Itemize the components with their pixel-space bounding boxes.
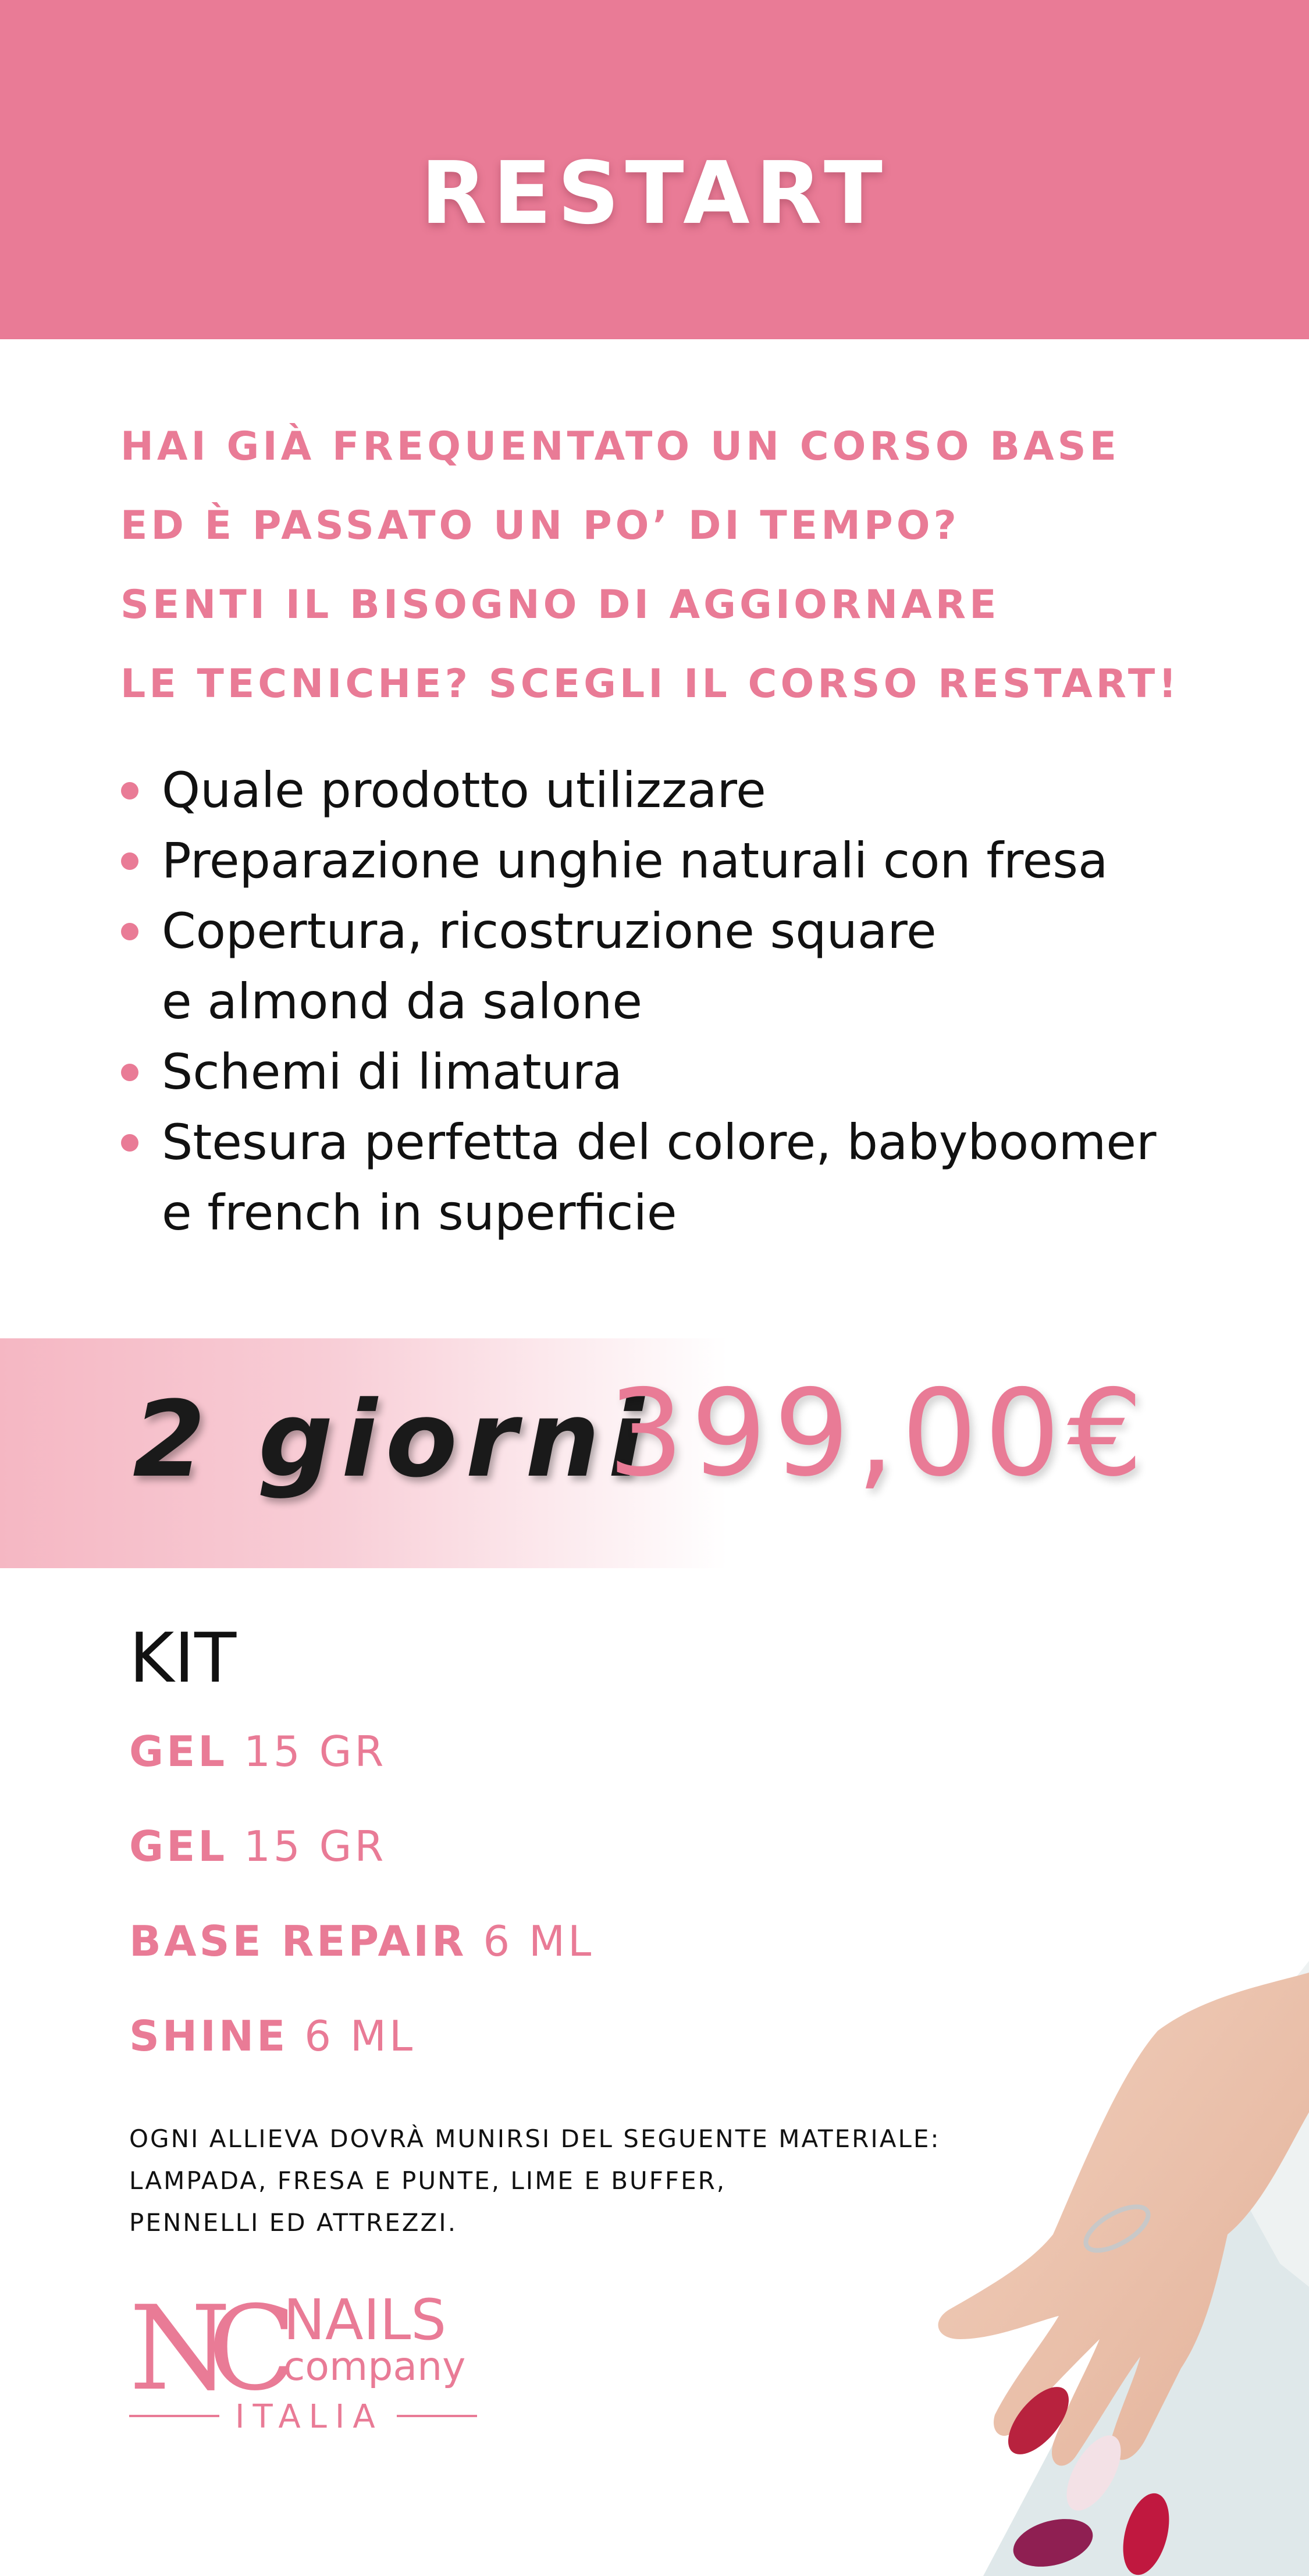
course-price: 399,00€ — [608, 1365, 1150, 1503]
list-item — [116, 1037, 1251, 1107]
intro-line: SENTI IL BISOGNO DI AGGIORNARE — [120, 582, 1000, 628]
page-title: RESTART — [421, 143, 888, 243]
brand-logo — [129, 2281, 490, 2438]
bullet-dot-icon — [121, 852, 138, 870]
kit-item — [129, 2007, 594, 2102]
intro-text — [120, 407, 1226, 724]
kit-item-qty: 15 GR — [244, 1727, 387, 1776]
course-duration: 2 giorni — [133, 1379, 652, 1501]
list-item-text: Stesura perfetta del colore, babyboomer — [162, 1114, 1157, 1171]
kit-item — [129, 1912, 594, 2007]
list-item — [116, 755, 1251, 826]
note-line: LAMPADA, FRESA E PUNTE, LIME E BUFFER, — [129, 2166, 727, 2195]
kit-item-name: GEL — [129, 1822, 228, 1871]
intro-line: LE TECNICHE? SCEGLI IL CORSO RESTART! — [120, 661, 1180, 707]
kit-item-qty: 6 ML — [304, 2012, 416, 2060]
header-banner — [0, 0, 1309, 339]
topics-list — [116, 755, 1251, 1248]
bullet-dot-icon — [121, 1134, 138, 1152]
list-item — [116, 1107, 1251, 1248]
kit-item-qty: 15 GR — [244, 1822, 387, 1871]
kit-title: KIT — [129, 1618, 237, 1698]
intro-line: ED È PASSATO UN PO’ DI TEMPO? — [120, 503, 960, 549]
list-item-text: Preparazione unghie naturali con fresa — [162, 832, 1108, 889]
bullet-dot-icon — [121, 1064, 138, 1081]
kit-item — [129, 1817, 594, 1912]
kit-item-name: BASE REPAIR — [129, 1917, 467, 1966]
bullet-dot-icon — [121, 782, 138, 800]
logo-nails-text: NAILS — [283, 2287, 447, 2353]
materials-note — [129, 2118, 941, 2244]
list-item — [116, 896, 1251, 1037]
intro-line: HAI GIÀ FREQUENTATO UN CORSO BASE — [120, 424, 1121, 470]
note-line: PENNELLI ED ATTREZZI. — [129, 2208, 458, 2237]
list-item-text: Quale prodotto utilizzare — [162, 762, 766, 819]
logo-italia-text: ITALIA — [235, 2398, 383, 2436]
kit-item-name: SHINE — [129, 2012, 289, 2060]
list-item-text: e almond da salone — [162, 973, 643, 1030]
note-line: OGNI ALLIEVA DOVRÀ MUNIRSI DEL SEGUENTE MATERIALE: — [129, 2124, 941, 2153]
kit-item-qty: 6 ML — [483, 1917, 595, 1966]
kit-item — [129, 1722, 594, 1817]
logo-monogram-text: NC — [129, 2281, 274, 2417]
bullet-dot-icon — [121, 923, 138, 940]
kit-list — [129, 1722, 594, 2102]
logo-company-text: company — [283, 2344, 466, 2390]
list-item — [116, 826, 1251, 896]
list-item-text: e french in superficie — [162, 1184, 677, 1241]
kit-item-name: GEL — [129, 1727, 228, 1776]
manicured-hand-image — [844, 1961, 1309, 2576]
list-item-text: Schemi di limatura — [162, 1043, 623, 1100]
list-item-text: Copertura, ricostruzione square — [162, 903, 937, 960]
